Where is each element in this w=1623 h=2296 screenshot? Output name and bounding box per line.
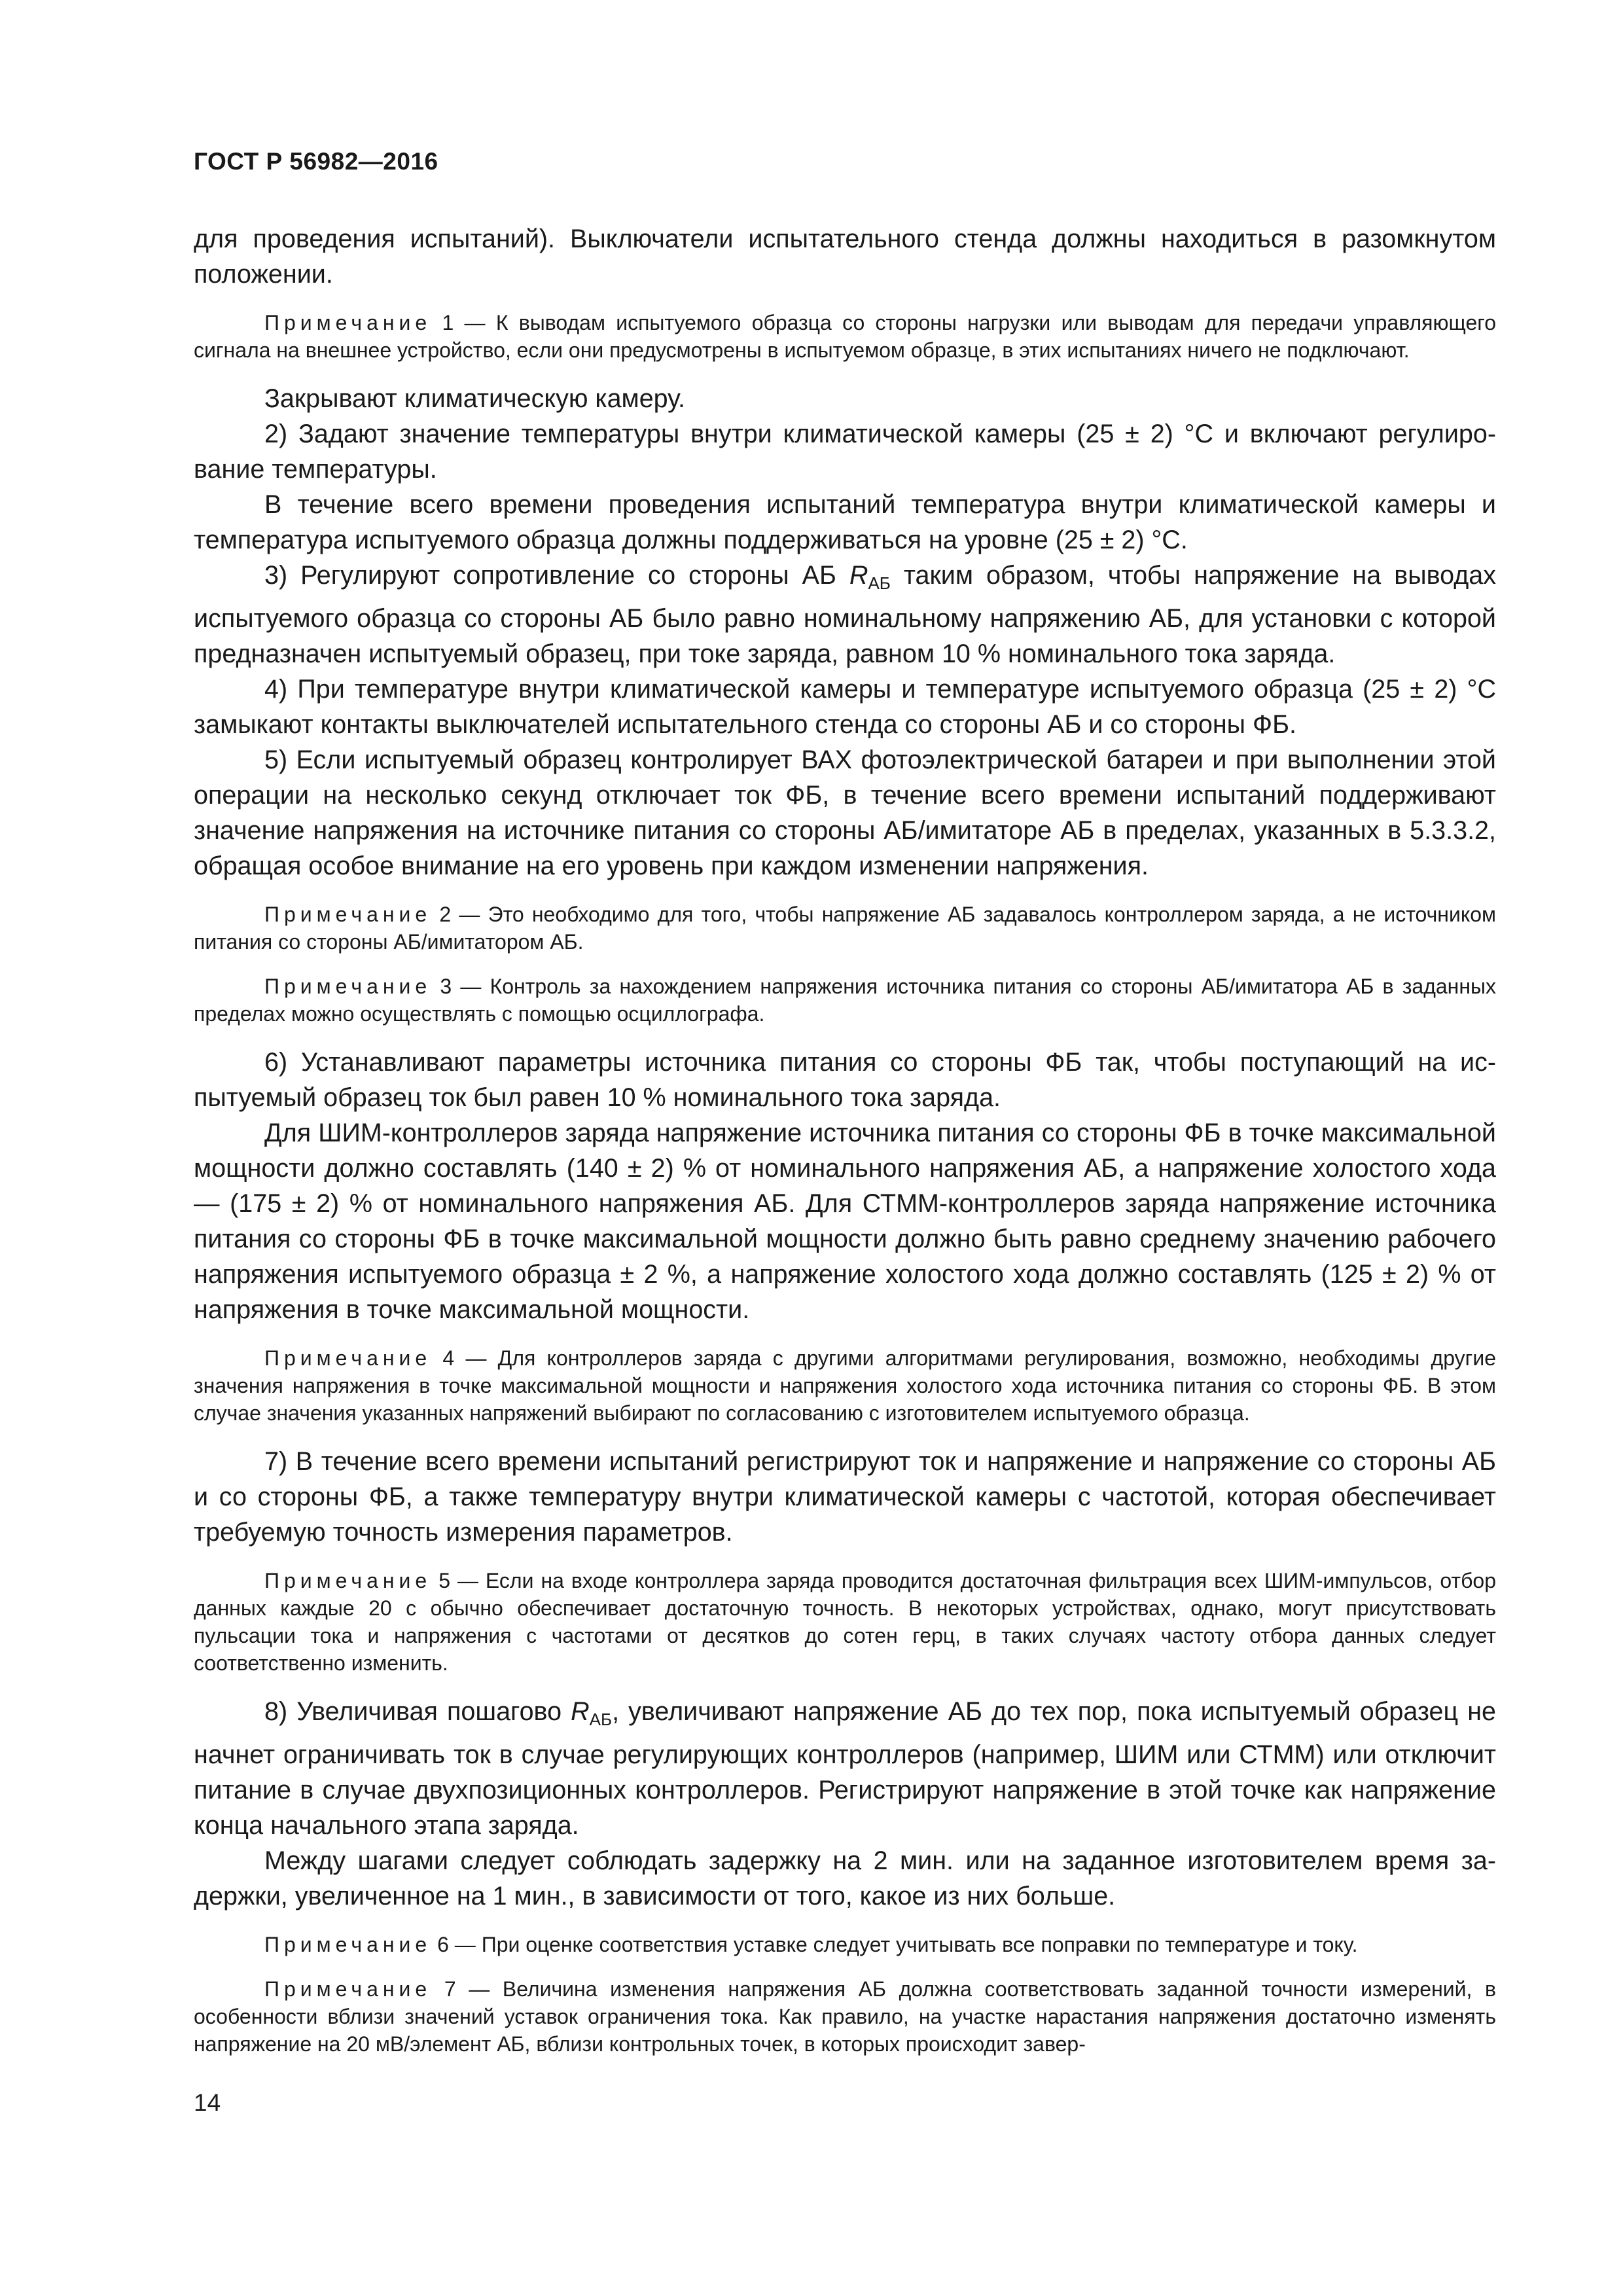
note-label: Примечание (264, 975, 432, 998)
note-text: 5 — Если на входе контроллера заряда проводится достаточная фильтрация всех ШИМ-импульсов, отбор данных каждые 20 с обычно обеспечивает достаточную точность. В некоторых устройствах, однако, могут присутствовать пульсации тока и напряжения с частотами от десятков до сотен герц, в таких случаях частоту отбора данных следует соответственно изменить. (194, 1569, 1496, 1675)
note-text: 7 — Величина изменения напряжения АБ должна соответствовать заданной точности измерений, в особенности вблизи значений уставок ограничения тока. Как правило, на участке нарастания напряжения достаточно изменять напряжение на 20 мВ/элемент АБ, вблизи контрольных точек, в которых происходит завер- (194, 1977, 1496, 2056)
text-run: 8) Увеличивая пошагово (264, 1697, 571, 1726)
note-label: Примечание (264, 311, 432, 334)
paragraph: 5) Если испытуемый образец контролирует ВАХ фотоэлектрической батареи и при выполнении этой операции на несколько секунд отключает ток ФБ, в течение всего времени испытаний поддерживают значение напряжения на источнике питания со стороны АБ/имитаторе АБ в пределах, указанных в 5.3.3.2, обращая особое внимание на его уровень при каждом изменении напряжения. (194, 745, 1496, 880)
text-run: , увеличивают напряжение АБ до тех пор, пока испытуемый образец не начнет ограничивать ток в случае регулирующих контроллеров (например, ШИМ или СТММ) или отключит питание в случае двухпозиционных контроллеров. Регистрируют напряжение в этой точке как напряжение конца начального этапа заряда. (194, 1697, 1496, 1840)
note-6 (194, 1931, 1496, 1958)
note-3 (194, 973, 1496, 1028)
text-run: таким образом, чтобы напряжение на выводах испытуемого образца со стороны АБ было равно номинальному напряжению АБ, для установки с которой предназначен испытуемый образец, при токе заряда, равном 10 % номинального тока заряда. (194, 561, 1496, 668)
paragraph: Между шагами следует соблюдать задержку на 2 мин. или на заданное изготовителем время задержки, увеличенное на 1 мин., в зависимости от того, какое из них больше. (194, 1846, 1496, 1910)
paragraph: Закрывают климатическую камеру. (264, 384, 685, 413)
note-label: Примечание (264, 903, 432, 926)
paragraph: В течение всего времени проведения испытаний температура внутри климатической камеры и температура испытуемого образца должны поддерживаться на уровне (25 ± 2) °С. (194, 490, 1496, 554)
note-4 (194, 1344, 1496, 1427)
note-label: Примечание (264, 1569, 432, 1592)
paragraph: 4) При температуре внутри климатической камеры и температуре испытуемого образца (25 ± 2) °С замыкают контакты выключателей испытательного стенда со стороны АБ и со стороны ФБ. (194, 675, 1496, 739)
paragraph: Для ШИМ-контроллеров заряда напряжение источника питания со стороны ФБ в точке максимальной мощности должно составлять (140 ± 2) % от номинального напряжения АБ, а напряжение холостого хода — (175 ± 2) % от номинального напряжения АБ. Для СТММ-контроллеров заряда напряжение источника питания со стороны ФБ в точке максимальной мощности должно быть равно среднему значению рабочего напряжения испытуемого образца ± 2 %, а напряжение холостого хода должно составлять (125 ± 2) % от напряжения в точке максимальной мощности. (194, 1119, 1496, 1324)
paragraph: для проведения испытаний). Выключатели испытательного стенда должны находиться в разомкнутом положении. (194, 224, 1496, 289)
note-text: 1 — К выводам испытуемого образца со стороны нагрузки или выводам для передачи управляющего сигнала на внешнее устройство, если они предусмотрены в испытуемом образце, в этих испытаниях ничего не подключают. (194, 311, 1496, 362)
note-1 (194, 309, 1496, 364)
note-2 (194, 901, 1496, 956)
paragraph (194, 558, 1496, 672)
note-text: 3 — Контроль за нахождением напряжения источника питания со стороны АБ/имитатора АБ в заданных пределах можно осуществлять с помощью осциллографа. (194, 975, 1496, 1026)
symbol-subscript: АБ (868, 573, 891, 593)
symbol-r-ab (571, 1697, 613, 1729)
document-header: ГОСТ Р 56982—2016 (194, 148, 438, 175)
paragraph: 7) В течение всего времени испытаний регистрируют ток и напряжение и напряжение со стороны АБ и со стороны ФБ, а также температуру внутри климатической камеры с частотой, которая обеспечивает требуемую точность измерения параметров. (194, 1447, 1496, 1547)
symbol-letter: R (849, 561, 868, 590)
symbol-r-ab (849, 561, 891, 593)
symbol-subscript: АБ (589, 1710, 613, 1729)
paragraph: 6) Устанавливают параметры источника питания со стороны ФБ так, чтобы поступающий на испытуемый образец ток был равен 10 % номинального тока заряда. (194, 1048, 1496, 1112)
symbol-letter: R (571, 1697, 590, 1726)
text-run: 3) Регулируют сопротивление со стороны АБ (264, 561, 849, 590)
body-text (194, 221, 1496, 2058)
note-5 (194, 1567, 1496, 1677)
note-label: Примечание (264, 1933, 432, 1956)
note-text: 6 — При оценке соответствия уставке следует учитывать все поправки по температуре и току. (431, 1933, 1358, 1956)
note-text: 2 — Это необходимо для того, чтобы напряжение АБ задавалось контроллером заряда, а не источником питания со стороны АБ/имитатором АБ. (194, 903, 1496, 954)
note-7 (194, 1975, 1496, 2058)
note-label: Примечание (264, 1346, 432, 1370)
note-text: 4 — Для контроллеров заряда с другими алгоритмами регулирования, возможно, необходимы другие значения напряжения в точке максимальной мощности и напряжения холостого хода источника питания со стороны ФБ. В этом случае значения указанных напряжений выбирают по согласованию с изготовителем испытуемого образца. (194, 1346, 1496, 1425)
paragraph: 2) Задают значение температуры внутри климатической камеры (25 ± 2) °С и включают регулирование температуры. (194, 420, 1496, 484)
note-label: Примечание (264, 1977, 432, 2001)
paragraph (194, 1694, 1496, 1843)
page-number: 14 (194, 2089, 221, 2116)
